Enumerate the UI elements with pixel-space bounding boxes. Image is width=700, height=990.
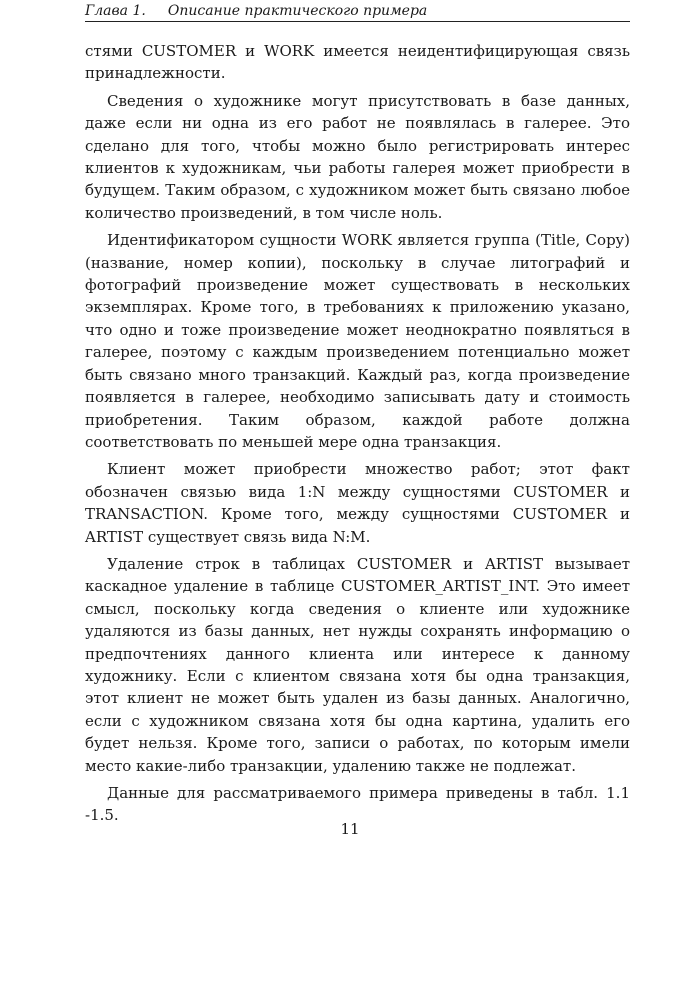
paragraph: Сведения о художнике могут присутствовать в базе данных, даже если ни одна из его работ не появлялась в галерее. Это сделано для того, чтобы можно было регистрировать интерес клиентов к художникам, чьи работы галерея может приобрести в будущем. Таким образом, с художником может быть связано любое количество произведений, в том числе ноль. (85, 91, 630, 222)
page-number: 11 (340, 820, 360, 838)
paragraph: Данные для рассматриваемого примера приведены в табл. 1.1 -1.5. (85, 784, 630, 825)
paragraph: стями CUSTOMER и WORK имеется неидентифицирующая связь принадлежности. (85, 42, 630, 83)
paragraph: Клиент может приобрести множество работ; этот факт обозначен связью вида 1:N между сущностями CUSTOMER и TRANSACTION. Кроме того, между сущностями CUSTOMER и ARTIST существует связь вида N:M. (85, 460, 630, 546)
chapter-title: Описание практического примера (167, 3, 428, 19)
paragraph: Идентификатором сущности WORK является группа (Title, Copy) (название, номер копии), поскольку в случае литографий и фотографий произведение может существовать в нескольких экземплярах. Кроме того, в требованиях к приложению указано, что одно и тоже произведение может неоднократно появляться в галерее, поэтому с каждым произведением потенциально может быть связано много транзакций. Каждый раз, когда произведение появляется в галерее, необходимо записывать дату и стоимость приобретения. Таким образом, каждой работе должна соответствовать по меньшей мере одна транзакция. (85, 231, 630, 451)
body-text (85, 40, 630, 832)
chapter-label: Глава 1. (85, 3, 146, 19)
running-header (85, 2, 630, 22)
paragraph: Удаление строк в таблицах CUSTOMER и ARTIST вызывает каскадное удаление в таблице CUSTOMER_ARTIST_INT. Это имеет смысл, поскольку когда сведения о клиенте или художнике удаляются из базы данных, нет нужды сохранять информацию о предпочтениях данного клиента или интересе к данному художнику. Если с клиентом связана хотя бы одна транзакция, этот клиент не может быть удален из базы данных. Аналогично, если с художником связана хотя бы одна картина, удалить его будет нельзя. Кроме того, записи о работах, по которым имели место какие-либо транзакции, удалению также не подлежат. (85, 554, 630, 775)
